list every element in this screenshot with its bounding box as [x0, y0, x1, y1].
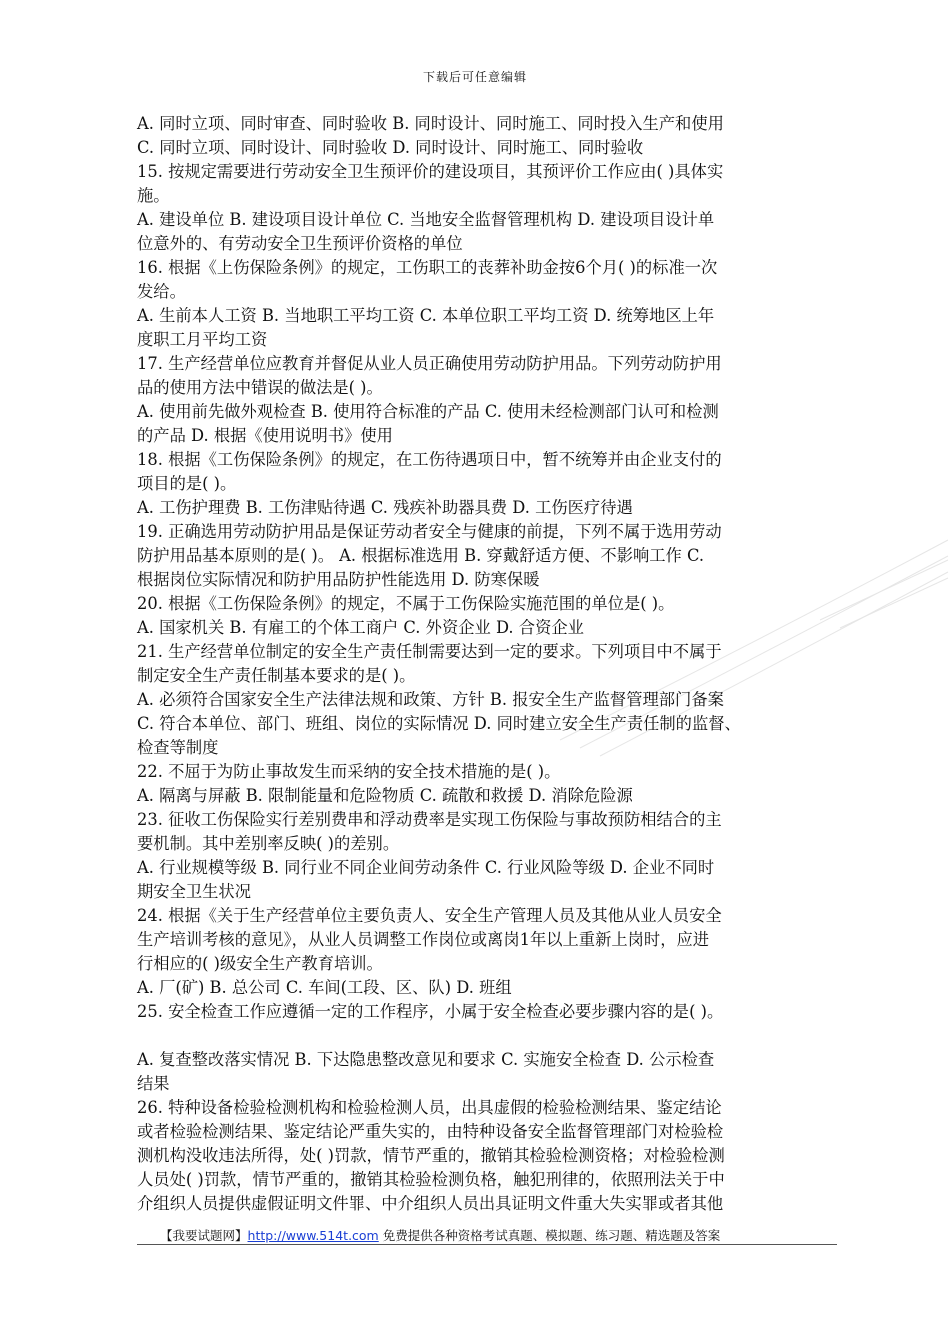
text-line: A. 工伤护理费 B. 工伤津贴待遇 C. 残疾补助器具费 D. 工伤医疗待遇 — [137, 498, 633, 517]
text-line: A. 同时立项、同时审查、同时验收 B. 同时设计、同时施工、同时投入生产和使用 — [137, 114, 724, 133]
text-line: A. 复查整改落实情况 B. 下达隐患整改意见和要求 C. 实施安全检查 D. 公示检查 — [137, 1050, 715, 1069]
text-line: 位意外的、有劳动安全卫生预评价资格的单位 — [137, 234, 463, 253]
text-line: 施。 — [137, 186, 170, 205]
text-line: 品的使用方法中错误的做法是( )。 — [137, 378, 383, 397]
text-line: 生产培训考核的意见》，从业人员调整工作岗位或离岗1年以上重新上岗时，应进 — [137, 930, 710, 949]
text-line: 25. 安全检查工作应遵循一定的工作程序，小属于安全检查必要步骤内容的是( )。 — [137, 1002, 724, 1021]
text-line: A. 建设单位 B. 建设项目设计单位 C. 当地安全监督管理机构 D. 建设项目设计单 — [137, 210, 715, 229]
text-line: 17. 生产经营单位应教育并督促从业人员正确使用劳动防护用品。下列劳动防护用 — [137, 354, 722, 373]
text-line: 测机构没收违法所得，处( )罚款，情节严重的，撤销其检验检测资格；对检验检测 — [137, 1146, 725, 1165]
text-line: 23. 征收工伤保险实行差别费串和浮动费率是实现工伤保险与事故预防相结合的主 — [137, 810, 722, 829]
document-body — [137, 112, 837, 1216]
text-line: 根据岗位实际情况和防护用品防护性能选用 D. 防寒保暖 — [137, 570, 540, 589]
text-line: C. 符合本单位、部门、班组、岗位的实际情况 D. 同时建立安全生产责任制的监督、 — [137, 714, 741, 733]
header-note: 下载后可任意编辑 — [422, 70, 527, 84]
text-line: 项目的是( )。 — [137, 474, 237, 493]
blank-line — [137, 1024, 837, 1048]
text-line: A. 隔离与屏蔽 B. 限制能量和危险物质 C. 疏散和救援 D. 消除危险源 — [137, 786, 633, 805]
text-line: 22. 不屈于为防止事故发生而采纳的安全技术措施的是( )。 — [137, 762, 561, 781]
text-line: 24. 根据《关于生产经营单位主要负责人、安全生产管理人员及其他从业人员安全 — [137, 906, 722, 925]
text-line: 度职工月平均工资 — [137, 330, 268, 349]
text-line: A. 行业规模等级 B. 同行业不同企业间劳动条件 C. 行业风险等级 D. 企业不同时 — [137, 858, 715, 877]
text-line: A. 必须符合国家安全生产法律法规和政策、方针 B. 报安全生产监督管理部门备案 — [137, 690, 724, 709]
text-line: 要机制。其中差别率反映( )的差别。 — [137, 834, 400, 853]
text-line: 介组织人员提供虚假证明文件罪、中介组织人员出具证明文件重大失实罪或者其他 — [137, 1194, 724, 1213]
text-line: 15. 按规定需要进行劳动安全卫生预评价的建设项目，其预评价工作应由( )具体实 — [137, 162, 724, 181]
text-line: 16. 根据《上伤保险条例》的规定，工伤职工的丧葬补助金按6个月( )的标准一次 — [137, 258, 718, 277]
text-line: 19. 正确选用劳动防护用品是保证劳动者安全与健康的前提，下列不属于选用劳动 — [137, 522, 722, 541]
footer-link[interactable]: http://www.514t.com — [247, 1228, 379, 1243]
footer-divider — [137, 1244, 837, 1245]
footer — [160, 1226, 840, 1244]
footer-brand: 【我要试题网】 — [160, 1228, 248, 1243]
text-line: A. 生前本人工资 B. 当地职工平均工资 C. 本单位职工平均工资 D. 统筹地区上年 — [137, 306, 715, 325]
text-line: 期安全卫生状况 — [137, 882, 251, 901]
text-line: A. 使用前先做外观检查 B. 使用符合标准的产品 C. 使用未经检测部门认可和检测 — [137, 402, 719, 421]
text-line: C. 同时立项、同时设计、同时验收 D. 同时设计、同时施工、同时验收 — [137, 138, 644, 157]
text-line: A. 厂(矿) B. 总公司 C. 车间(工段、区、队) D. 班组 — [137, 978, 512, 997]
text-line: 人员处( )罚款，情节严重的，撤销其检验检测负格，触犯刑律的，依照刑法关于中 — [137, 1170, 725, 1189]
text-line: 21. 生产经营单位制定的安全生产责任制需要达到一定的要求。下列项目中不属于 — [137, 642, 722, 661]
text-line: 检查等制度 — [137, 738, 219, 757]
text-line: 制定安全生产责任制基本要求的是( )。 — [137, 666, 416, 685]
text-line: 或者检验检测结果、鉴定结论严重失实的，由特种设备安全监督管理部门对检验检 — [137, 1122, 724, 1141]
text-line: 发给。 — [137, 282, 186, 301]
text-line: 18. 根据《工伤保险条例》的规定，在工伤待遇项日中，暂不统筹并由企业支付的 — [137, 450, 722, 469]
text-line: A. 国家机关 B. 有雇工的个体工商户 C. 外资企业 D. 合资企业 — [137, 618, 584, 637]
text-line: 的产品 D. 根据《使用说明书》使用 — [137, 426, 393, 445]
text-line: 结果 — [137, 1074, 170, 1093]
text-line: 20. 根据《工伤保险条例》的规定，不属于工伤保险实施范围的单位是( )。 — [137, 594, 675, 613]
text-line: 26. 特种设备检验检测机构和检验检测人员，出具虚假的检验检测结果、鉴定结论 — [137, 1098, 722, 1117]
text-line: 防护用品基本原则的是( )。 A. 根据标准选用 B. 穿戴舒适方便、不影响工作 C. — [137, 546, 705, 565]
text-line: 行相应的( )级安全生产教育培训。 — [137, 954, 383, 973]
footer-tagline: 免费提供各种资格考试真题、模拟题、练习题、精选题及答案 — [378, 1228, 721, 1243]
